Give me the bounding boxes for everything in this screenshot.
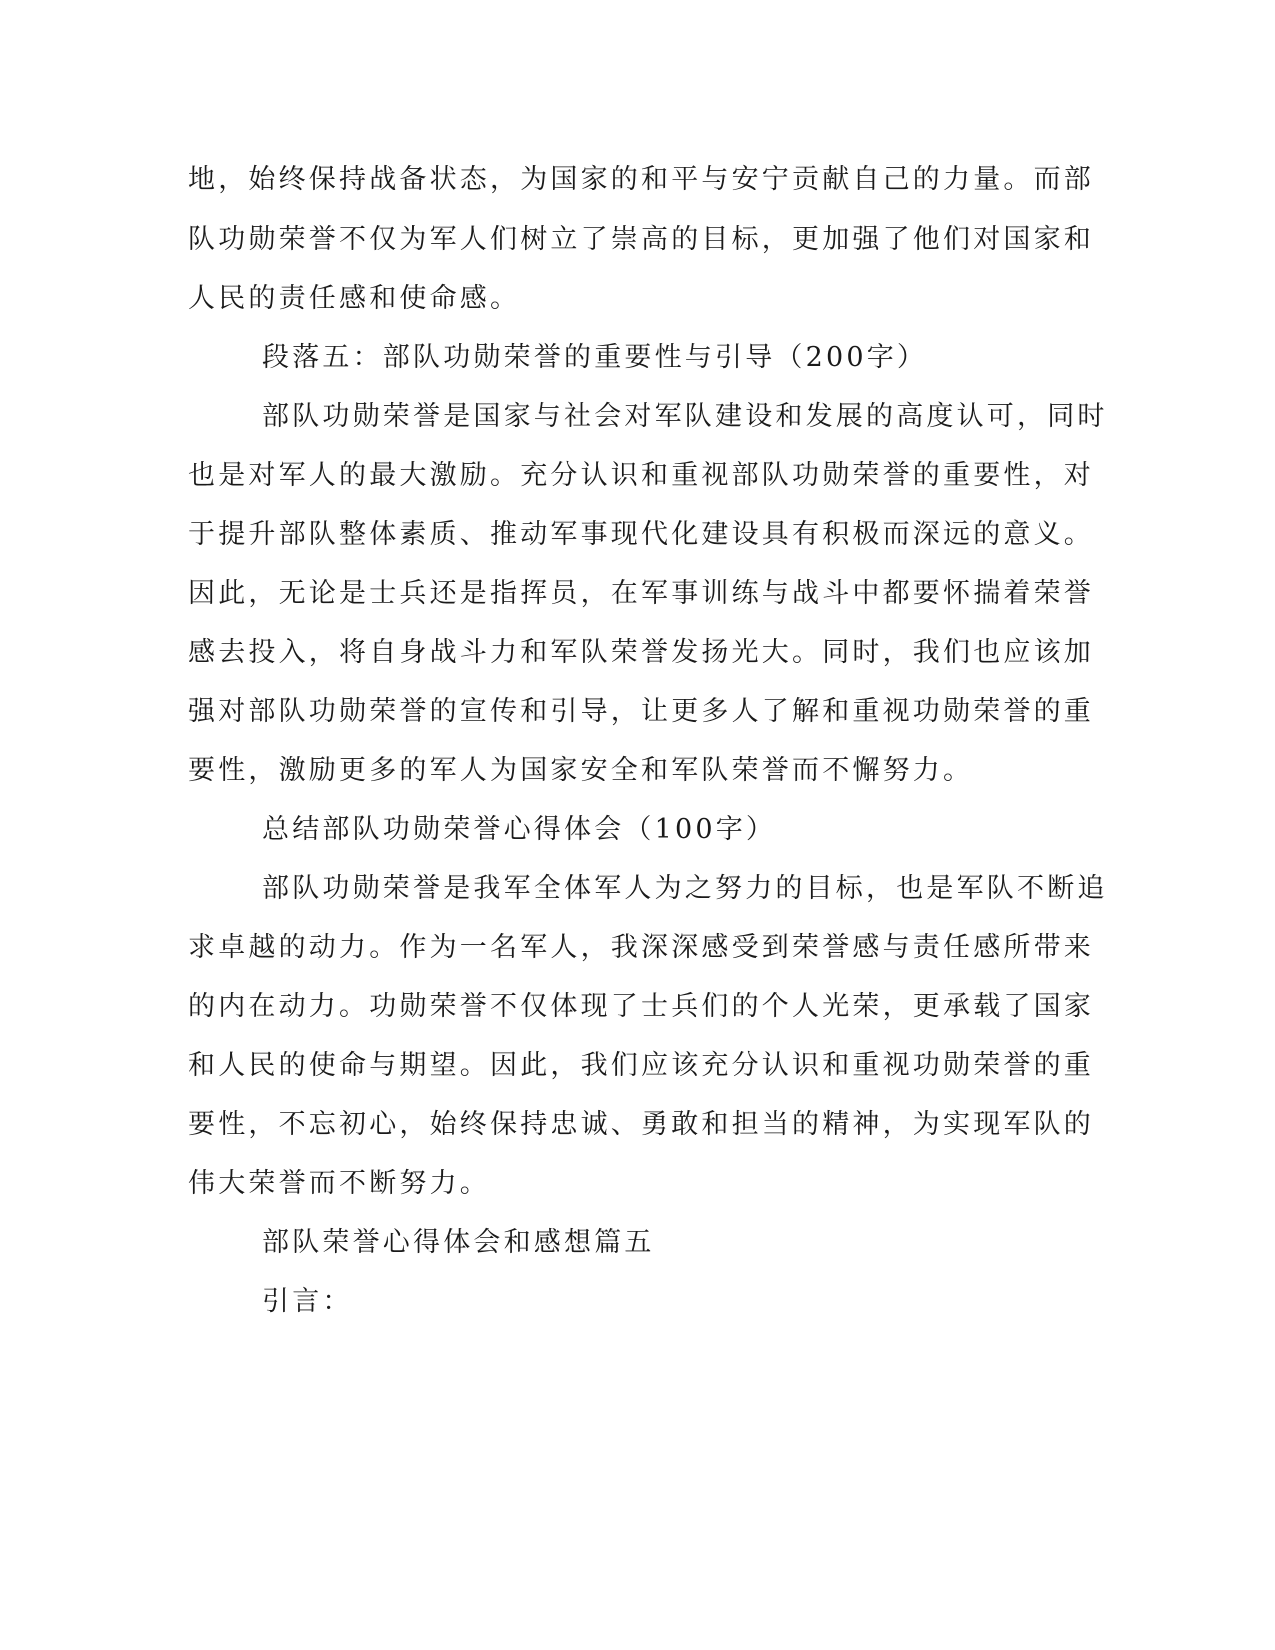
paragraph-line: 强对部队功勋荣誉的宣传和引导，让更多人了解和重视功勋荣誉的重: [188, 696, 1094, 727]
article-title: 部队荣誉心得体会和感想篇五: [262, 1227, 655, 1258]
section-heading: 段落五：部队功勋荣誉的重要性与引导（200字）: [262, 342, 928, 373]
paragraph-line: 部队功勋荣誉是国家与社会对军队建设和发展的高度认可，同时: [262, 401, 1108, 432]
paragraph-line: 部队功勋荣誉是我军全体军人为之努力的目标，也是军队不断追: [262, 873, 1108, 904]
section-heading: 总结部队功勋荣誉心得体会（100字）: [262, 814, 777, 845]
paragraph-line: 求卓越的动力。作为一名军人，我深深感受到荣誉感与责任感所带来: [188, 932, 1094, 963]
paragraph-line: 伟大荣誉而不断努力。: [188, 1168, 490, 1199]
paragraph-line: 因此，无论是士兵还是指挥员，在军事训练与战斗中都要怀揣着荣誉: [188, 578, 1094, 609]
section-heading: 引言：: [262, 1286, 353, 1317]
paragraph-line: 人民的责任感和使命感。: [188, 283, 521, 314]
paragraph-line: 和人民的使命与期望。因此，我们应该充分认识和重视功勋荣誉的重: [188, 1050, 1094, 1081]
paragraph-line: 也是对军人的最大激励。充分认识和重视部队功勋荣誉的重要性，对: [188, 460, 1094, 491]
paragraph-line: 要性，不忘初心，始终保持忠诚、勇敢和担当的精神，为实现军队的: [188, 1109, 1094, 1140]
paragraph-line: 感去投入，将自身战斗力和军队荣誉发扬光大。同时，我们也应该加: [188, 637, 1094, 668]
paragraph-line: 于提升部队整体素质、推动军事现代化建设具有积极而深远的意义。: [188, 519, 1094, 550]
paragraph-line: 要性，激励更多的军人为国家安全和军队荣誉而不懈努力。: [188, 755, 974, 786]
paragraph-line: 队功勋荣誉不仅为军人们树立了崇高的目标，更加强了他们对国家和: [188, 224, 1094, 255]
paragraph-line: 的内在动力。功勋荣誉不仅体现了士兵们的个人光荣，更承载了国家: [188, 991, 1094, 1022]
paragraph-line: 地，始终保持战备状态，为国家的和平与安宁贡献自己的力量。而部: [188, 164, 1094, 195]
